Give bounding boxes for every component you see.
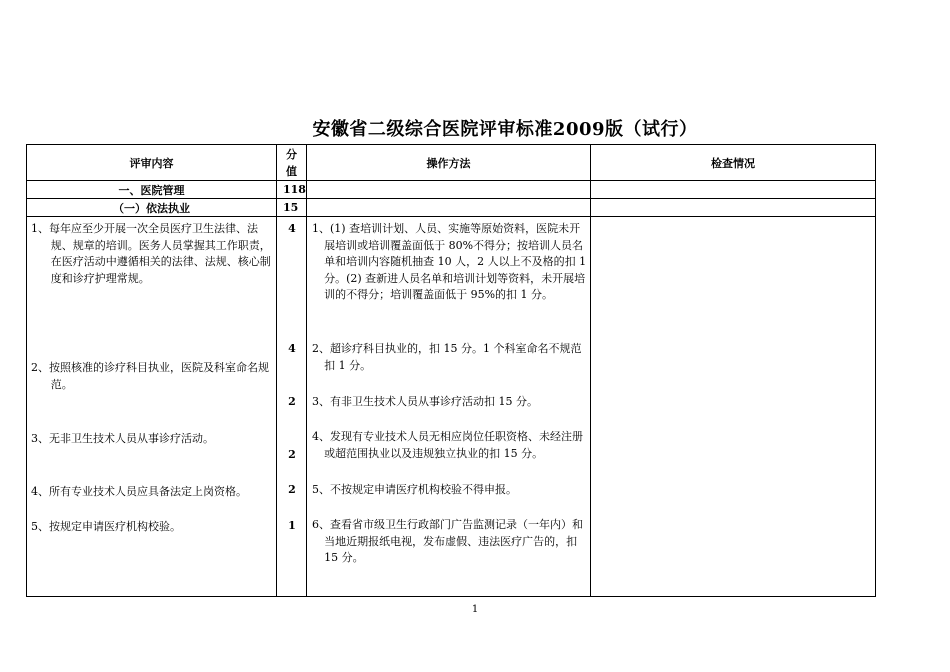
check-cell	[591, 217, 876, 597]
score-value: 4	[288, 222, 296, 235]
requirement-item: 1、每年应至少开展一次全员医疗卫生法律、法规、规章的培训。医务人员掌握其工作职责，在医疗活动中遵循相关的法律、法规、核心制度和诊疗护理常规。	[31, 222, 271, 285]
subsection-row	[27, 199, 876, 217]
requirements-cell	[27, 217, 277, 597]
header-check: 检查情况	[591, 145, 876, 181]
method-item: 4、发现有专业技术人员无相应岗位任职资格、未经注册或超范围执业以及违规独立执业的扣 15 分。	[312, 430, 583, 460]
requirement-item: 3、无非卫生技术人员从事诊疗活动。	[31, 432, 214, 445]
subsection-label: （一）依法执业	[27, 199, 277, 217]
header-content: 评审内容	[27, 145, 277, 181]
score-value: 2	[288, 448, 296, 461]
score-value: 1	[288, 519, 296, 532]
header-score-line1: 分	[286, 147, 297, 161]
method-item: 1、(1) 查培训计划、人员、实施等原始资料，医院未开展培训或培训覆盖面低于 80%不得分；按培训人员名单和培训内容随机抽查 10 人，2 人以上不及格的扣 1 分。(2) 查新进人员名单和培训计划等资料，未开展培训的不得分；培训覆盖面低于 95%的扣 1 分。	[312, 222, 587, 301]
subsection-score: 15	[277, 199, 307, 217]
score-value: 2	[288, 395, 296, 408]
empty-cell	[307, 181, 591, 199]
evaluation-table	[26, 144, 876, 597]
method-item: 6、查看省市级卫生行政部门广告监测记录（一年内）和当地近期报纸电视，发布虚假、违法医疗广告的，扣 15 分。	[312, 518, 583, 564]
method-item: 5、不按规定申请医疗机构校验不得申报。	[312, 483, 517, 496]
section-score: 118	[277, 181, 307, 199]
empty-cell	[307, 199, 591, 217]
header-score	[277, 145, 307, 181]
document-title: 安徽省二级综合医院评审标准2009版（试行）	[312, 119, 698, 140]
page-number: 1	[471, 604, 479, 615]
section-row	[27, 181, 876, 199]
requirement-item: 5、按规定申请医疗机构校验。	[31, 520, 181, 533]
section-label: 一、医院管理	[27, 181, 277, 199]
empty-cell	[591, 199, 876, 217]
score-value: 2	[288, 483, 296, 496]
scores-cell	[277, 217, 307, 597]
method-item: 3、有非卫生技术人员从事诊疗活动扣 15 分。	[312, 395, 538, 408]
score-value: 4	[288, 342, 296, 355]
table-header-row	[27, 145, 876, 181]
requirement-item: 2、按照核准的诊疗科目执业，医院及科室命名规范。	[31, 361, 269, 391]
header-score-line2: 值	[286, 164, 297, 178]
empty-cell	[591, 181, 876, 199]
method-item: 2、超诊疗科目执业的，扣 15 分。1 个科室命名不规范扣 1 分。	[312, 342, 582, 372]
table-row	[27, 217, 876, 597]
methods-cell	[307, 217, 591, 597]
header-method: 操作方法	[307, 145, 591, 181]
requirement-item: 4、所有专业技术人员应具备法定上岗资格。	[31, 485, 247, 498]
